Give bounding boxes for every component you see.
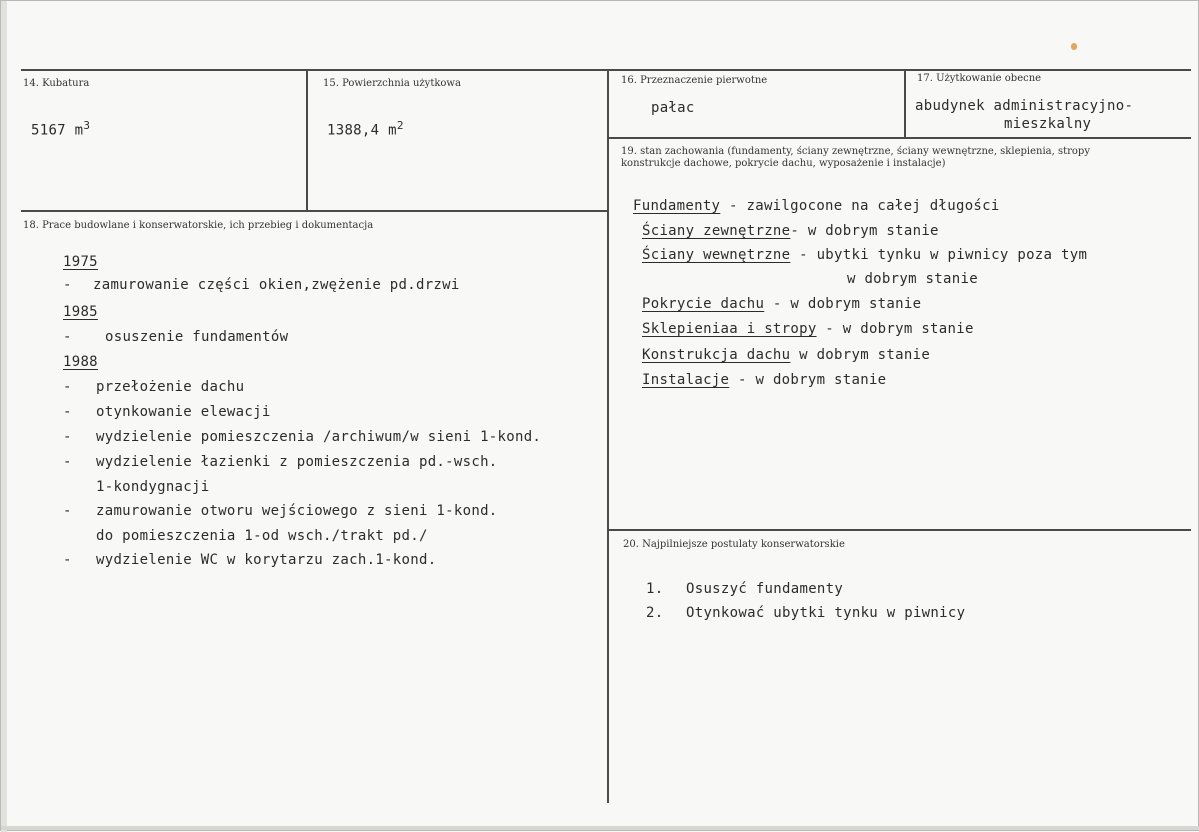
field-15-label: 15. Powierzchnia użytkowa: [323, 78, 461, 89]
field-17-value-line1: abudynek administracyjno-: [915, 98, 1134, 114]
stan-term: Konstrukcja dachu: [642, 347, 791, 363]
work-item-dash: -: [63, 277, 72, 293]
work-item-text: przełożenie dachu: [96, 379, 245, 395]
work-item: [63, 277, 460, 293]
work-item-continuation: 1-kondygnacji: [96, 479, 210, 495]
postulat-text: Otynkować ubytki tynku w piwnicy: [686, 605, 966, 621]
stan-row: [642, 223, 939, 239]
stan-row: [642, 321, 974, 337]
work-item-dash: -: [63, 454, 72, 470]
work-item-dash: -: [63, 329, 72, 345]
field-17-value-line2: mieszkalny: [1004, 116, 1092, 132]
stan-term: Sklepieniaa i stropy: [642, 321, 817, 337]
stan-desc: - zawilgocone na całej długości: [720, 198, 1000, 214]
stan-desc: - ubytki tynku w piwnicy poza tym: [790, 247, 1088, 263]
stan-desc: - w dobrym stanie: [790, 223, 939, 239]
field-18-label: 18. Prace budowlane i konserwatorskie, ich przebieg i dokumentacja: [23, 220, 374, 231]
field-15-value: [327, 119, 404, 139]
work-item: [63, 454, 498, 470]
postulat-item: [646, 605, 966, 621]
field-19-label-line2: konstrukcje dachowe, pokrycie dachu, wyposażenie i instalacje): [621, 158, 946, 169]
work-item-dash: -: [63, 552, 72, 568]
stan-term: Fundamenty: [633, 198, 721, 214]
work-item-dash: -: [63, 379, 72, 395]
postulat-number: 1.: [646, 581, 664, 597]
field-17-label: 17. Użytkowanie obecne: [917, 73, 1042, 84]
stan-desc: w dobrym stanie: [847, 271, 978, 287]
work-item-continuation: do pomieszczenia 1-od wsch./trakt pd./: [96, 528, 428, 544]
work-year: 1988: [63, 354, 98, 370]
field-14-value: [31, 119, 90, 139]
work-item: [63, 503, 498, 519]
stan-desc: - w dobrym stanie: [816, 321, 974, 337]
stan-row: [642, 372, 886, 388]
stan-desc: - w dobrym stanie: [729, 372, 887, 388]
divider-16-17: [904, 71, 906, 137]
work-year: 1985: [63, 304, 98, 320]
postulat-text: Osuszyć fundamenty: [686, 581, 844, 597]
stan-term: Ściany wewnętrzne: [642, 247, 791, 263]
work-item: [63, 379, 245, 395]
work-item-text: wydzielenie łazienki z pomieszczenia pd.-wsch.: [96, 454, 498, 470]
powierzchnia-value: 1388,4 m: [327, 122, 397, 139]
stan-row: [847, 271, 978, 287]
stan-term: Pokrycie dachu: [642, 296, 765, 312]
work-item-dash: -: [63, 404, 72, 420]
divider-14-15: [306, 71, 308, 211]
stan-row: [642, 247, 1087, 263]
stan-term: Instalacje: [642, 372, 730, 388]
ink-mark: [1071, 43, 1077, 50]
stan-desc: w dobrym stanie: [790, 347, 931, 363]
stan-desc: - w dobrym stanie: [764, 296, 922, 312]
stan-term: Ściany zewnętrzne: [642, 223, 791, 239]
work-item: [63, 329, 289, 345]
work-item-text: osuszenie fundamentów: [105, 329, 289, 345]
rule-above-20: [609, 529, 1191, 531]
work-item-dash: -: [63, 429, 72, 445]
field-19-label-line1: 19. stan zachowania (fundamenty, ściany zewnętrzne, ściany wewnętrzne, sklepienia, stropy: [621, 146, 1090, 157]
stan-row: [642, 296, 921, 312]
postulat-number: 2.: [646, 605, 664, 621]
rule-above-19: [609, 137, 1191, 139]
rule-above-18: [21, 210, 607, 212]
work-item-text: zamurowanie części okien,zwężenie pd.drzwi: [93, 277, 460, 293]
work-item-dash: -: [63, 503, 72, 519]
kubatura-unit-exponent: 3: [83, 119, 91, 132]
kubatura-value: 5167 m: [31, 122, 84, 139]
work-item-text: wydzielenie WC w korytarzu zach.1-kond.: [96, 552, 437, 568]
postulat-item: [646, 581, 844, 597]
field-20-label: 20. Najpilniejsze postulaty konserwatorskie: [623, 539, 845, 550]
work-item-text: zamurowanie otworu wejściowego z sieni 1-kond.: [96, 503, 498, 519]
work-item: [63, 552, 437, 568]
card-bottom-edge: [1, 826, 1199, 830]
work-year: 1975: [63, 254, 98, 270]
card-left-edge: [1, 1, 7, 832]
top-rule: [21, 69, 1191, 71]
work-item-text: otynkowanie elewacji: [96, 404, 271, 420]
center-divider: [607, 71, 609, 803]
stan-row: [633, 198, 1000, 214]
field-16-value: pałac: [651, 100, 695, 116]
work-item-text: wydzielenie pomieszczenia /archiwum/w sieni 1-kond.: [96, 429, 542, 445]
stan-row: [642, 347, 930, 363]
work-item: [63, 429, 542, 445]
powierzchnia-unit-exponent: 2: [396, 119, 404, 132]
field-14-label: 14. Kubatura: [23, 78, 90, 89]
field-16-label: 16. Przeznaczenie pierwotne: [621, 75, 768, 86]
work-item: [63, 404, 271, 420]
